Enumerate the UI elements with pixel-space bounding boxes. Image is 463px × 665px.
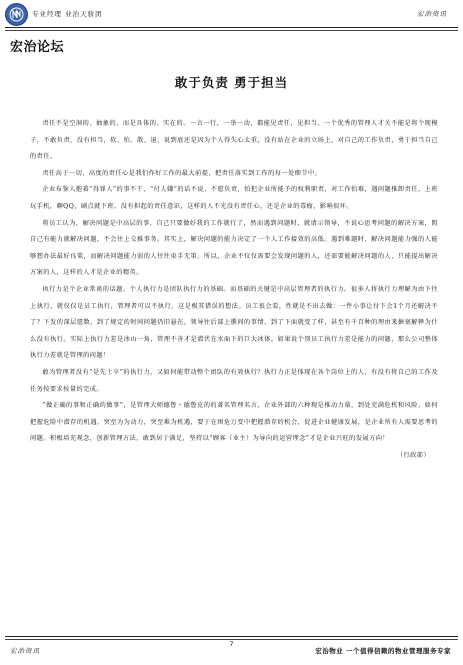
page-header <box>0 0 463 34</box>
article-title: 敢于负责 勇于担当 <box>174 75 289 90</box>
article-paragraph: 企业布鉴人抱着“得罪人”的事不干，“付人嫌”的话不说，不愿负责，怕犯企业所能予的权利职责，对工作怕难，遇问题推卸责任，上班玩手机，聊QQ，刷点就下班，没有担起的责任意识，这样的人不光没有责任心，还是企业的毒瘤，影响很坏。 <box>30 186 438 210</box>
page-footer <box>0 636 463 665</box>
article-signoff: （行政部） <box>396 451 430 459</box>
page-number: 7 <box>229 640 234 648</box>
article-paragraph: 责任不是空洞的、抽象的，而是具体的、实在的。一言一行，一举一动，都能见责任，见担当。一个优秀的管理人才关不能是将个现模子，不敢负责，没有担当，软、怕、散、退，说到底还是因为个人得失心太重，没有站在企业的立场上，对自己的工作负责，勇于担当自己的责任。 <box>30 120 438 161</box>
header-rule <box>5 27 458 28</box>
article-paragraph: 将员工认为，解决问题是中高层的事，自己只要做好我的工作就行了，然而遇到问题时，就请示领导，不说心思考问题的解决方案，假自己有能力就解决问题，不会往上交推事务。其实上，解决问题的能力决定了一个人工作接效的高低。遇到难题时，解决问题能力强的人能够想办法最好良策，而解决问题能力弱的人往往束手无策。所以，企业不仅仅需要会发现问题的人，还需要能解决问题的人，只能提出解决方案的人，这样的人才是企业的精英。 <box>30 219 438 277</box>
header-rule-thin <box>5 30 458 31</box>
section-title: 宏治论坛 <box>10 40 65 55</box>
header-publication-name: 宏治资讯 <box>417 10 447 18</box>
article-paragraph: 责任高于一切，高度的责任心是我们作好工作的最大前提，把责任落实到工作的每一处细节中。 <box>42 169 322 177</box>
article-paragraph: “做正确的事和正确的做事”，是管理大师德鲁・德鲁克的的著名管理名言，企业外部的六种现是推动力量，到处充满危机和风险，如何把握危险中潜存的机遇，突至为为动力，突至难为机遇，要于在困危万变中把握潜存的机会，促进企业健康发展，是企业所有人需要思考的问题。积极培充观念，创新管理方法，敢到居于满足，坚持以“顾客（业主）为导向的运营理念”才是企业兴旺的发展方向！ <box>30 402 438 443</box>
logo-emblem-icon <box>9 7 24 22</box>
company-logo <box>5 3 28 26</box>
header-slogan: 专业经理 业治天骄团 <box>32 10 103 18</box>
article-body <box>30 116 438 464</box>
footer-tagline: 宏治物业 一个值得信赖的物业管理服务专家 <box>315 647 451 655</box>
footer-rule <box>5 636 458 637</box>
article-paragraph: 执行力是个企业常谈的话题。个人执行力是团队执行力的基础。而基础的关键是中高层管理者的执行力。很多人将执行力理解为由下往上执行，就仅仅是员工执行，管理者可以不执行，这是极其错误的想法。员工很会看，性就是不出去做：一件小事让付下会1个月还解决不了？下发的深层愿数，到了规定的时间问题仍旧悬在，领导往后部上循问的事情，到了下面就变了样，甚至有千百种的理由来搪塞解释为什么没有执行。实际上执行力差是冰山一角，管理不善才是潜伏在水面下的巨大冰体。如果说个别员工执行力差是能力的问题，那么公司整体执行力差就是管理的问题！ <box>30 285 438 360</box>
article-paragraph: 敢为管理者没有“是先士卒”的执行力，又如何能带动整个团队的有效执行？执行力正是体现在各个岗位上的人，有没有将自己的工作及任务按要求按量的完成。 <box>30 368 438 393</box>
footer-publication-name: 宏治资讯 <box>10 647 40 655</box>
